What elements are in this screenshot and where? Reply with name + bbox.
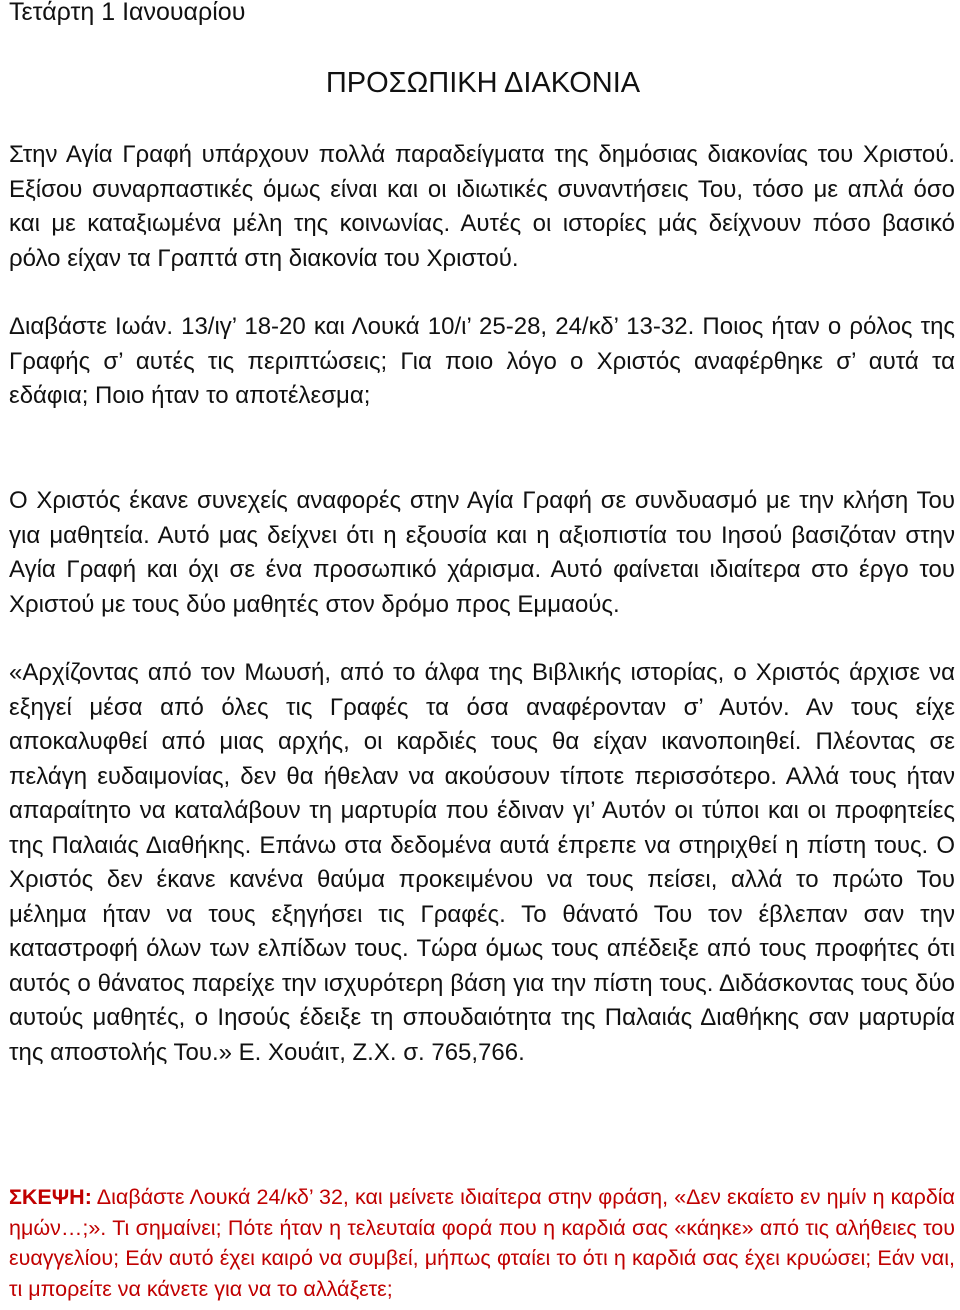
thought-text: Διαβάστε Λουκά 24/κδ’ 32, και μείνετε ιδιαίτερα στην φράση, «Δεν εκαίετο εν ημίν η καρδία ημών…;». Τι σημαίνει; Πότε ήταν η τελευταία φορά που η καρδιά σας «κάηκε» από τις αλήθειες του ευαγγελίου; Εάν αυτό έχει καιρό να συμβεί, μήπως φταίει το ότι η καρδιά σας έχει κρυώσει; Εάν ναι, τι μπορείτε να κάνετε για να το αλλάξετε; [9,1185,955,1301]
thought-label: ΣΚΕΨΗ: [9,1185,92,1209]
paragraph-commentary: Ο Χριστός έκανε συνεχείς αναφορές στην Αγία Γραφή σε συνδυασμό με την κλήση Του για μαθητεία. Αυτό μας δείχνει ότι η εξουσία και η αξιοπιστία του Ιησού βασιζόταν στην Αγία Γραφή και όχι σε ένα προσωπικό χάρισμα. Αυτό φαίνεται ιδιαίτερα στο έργο του Χριστού με τους δύο μαθητές στον δρόμο προς Εμμαούς. [9,487,955,618]
paragraph-reading-question: Διαβάστε Ιωάν. 13/ιγ’ 18-20 και Λουκά 10/ι’ 25-28, 24/κδ’ 13-32. Ποιος ήταν ο ρόλος της Γραφής σ’ αυτές τις περιπτώσεις; Για ποιο λόγο ο Χριστός αναφέρθηκε σ’ αυτά τα εδάφια; Ποιο ήταν το αποτέλεσμα; [9,313,955,409]
paragraph-quotation: «Αρχίζοντας από τον Μωυσή, από το άλφα της Βιβλικής ιστορίας, ο Χριστός άρχισε να εξηγεί μέσα από όλες τις Γραφές τα όσα αναφέρονταν σ’ Αυτόν. Αν τους είχε αποκαλυφθεί από μιας αρχής, οι καρδιές τους θα είχαν ικανοποιηθεί. Πλέοντας σε πελάγη ευδαιμονίας, δεν θα ήθελαν να ακούσουν τίποτε περισσότερο. Αλλά τους ήταν απαραίτητο να καταλάβουν τη μαρτυρία που έδιναν γι’ Αυτόν οι τύποι και οι προφητείες της Παλαιάς Διαθήκης. Επάνω στα δεδομένα αυτά έπρεπε να στηριχθεί η πίστη τους. Ο Χριστός δεν έκανε κανένα θαύμα προκειμένου να τους πείσει, αλλά το πρώτο Του μέλημα ήταν να τους εξηγήσει τις Γραφές. Το θάνατό Του τον έβλεπαν σαν την καταστροφή όλων των ελπίδων τους. Τώρα όμως τους απέδειξε από τους προφήτες ότι αυτός ο θάνατος παρείχε την ισχυρότερη βάση για την πίστη τους. Διδάσκοντας τους δύο αυτούς μαθητές, ο Ιησούς έδειξε τη σπουδαιότητα της Παλαιάς Διαθήκης σαν μαρτυρία της αποστολής Του.» Ε. Χουάιτ, Ζ.Χ. σ. 765,766. [9,659,955,1066]
date-heading: Τετάρτη 1 Ιανουαρίου [9,0,246,26]
thought-section [9,1182,955,1304]
paragraph-intro: Στην Αγία Γραφή υπάρχουν πολλά παραδείγματα της δημόσιας διακονίας του Χριστού. Εξίσου συναρπαστικές όμως είναι και οι ιδιωτικές συναντήσεις Του, τόσο με απλά όσο και με καταξιωμένα μέλη της κοινωνίας. Αυτές οι ιστορίες μάς δείχνουν πόσο βασικό ρόλο είχαν τα Γραπτά στη διακονία του Χριστού. [9,141,955,272]
page-title: ΠΡΟΣΩΠΙΚΗ ΔΙΑΚΟΝΙΑ [325,67,641,99]
